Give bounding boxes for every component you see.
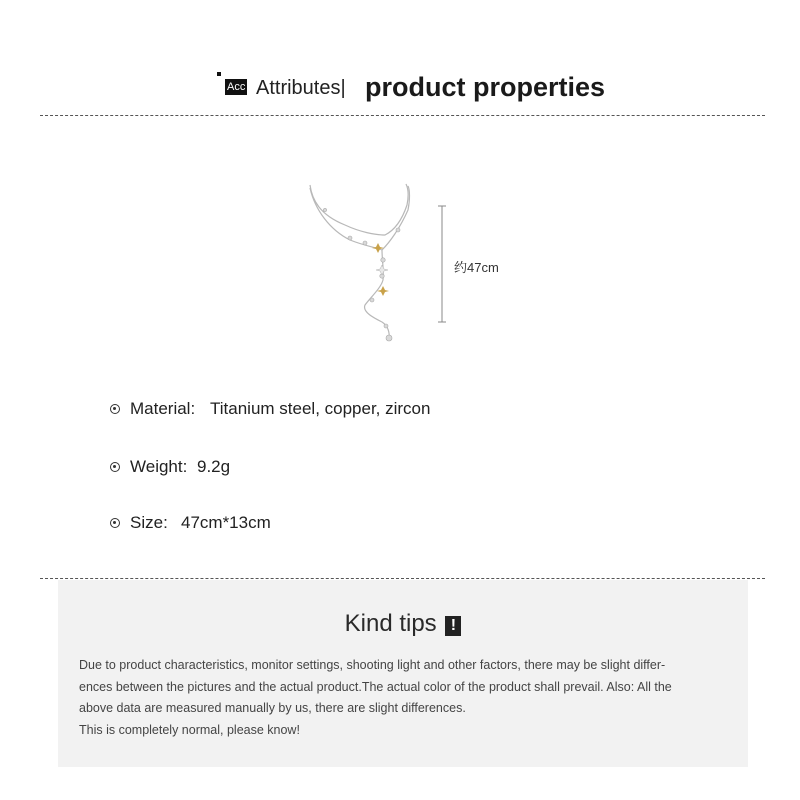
bullet-icon [110,404,120,414]
kind-tips-panel [58,580,748,767]
acc-badge: Acc [227,81,246,93]
section-header [0,68,800,108]
property-label: Size: [130,513,168,532]
property-value: 9.2g [197,457,231,476]
property-value: Titanium steel, copper, zircon [210,399,431,418]
length-label: 约47cm [454,260,499,275]
header-dot-decoration [217,72,221,76]
kind-tips-text [79,655,734,741]
property-value: 47cm*13cm [181,513,271,532]
exclamation-icon: ! [445,616,461,636]
bullet-icon [110,518,120,528]
attributes-label: Attributes| [256,77,346,99]
bottom-dashed-divider [40,578,765,579]
section-title: product properties [365,72,606,102]
tips-line: Due to product characteristics, monitor settings, shooting light and other factors, there may be slight differ- [79,658,666,672]
tips-line: ences between the pictures and the actual product.The actual color of the product shall prevail. Also: All the [79,679,672,694]
tips-line: above data are measured manually by us, there are slight differences. [79,701,466,715]
bullet-icon [110,462,120,472]
top-dashed-divider [40,115,765,116]
kind-tips-heading [58,610,748,638]
property-label: Weight: [130,457,188,476]
kind-tips-title: Kind tips [344,610,437,637]
tips-line: This is completely normal, please know! [79,722,300,737]
property-label: Material: [130,399,196,418]
